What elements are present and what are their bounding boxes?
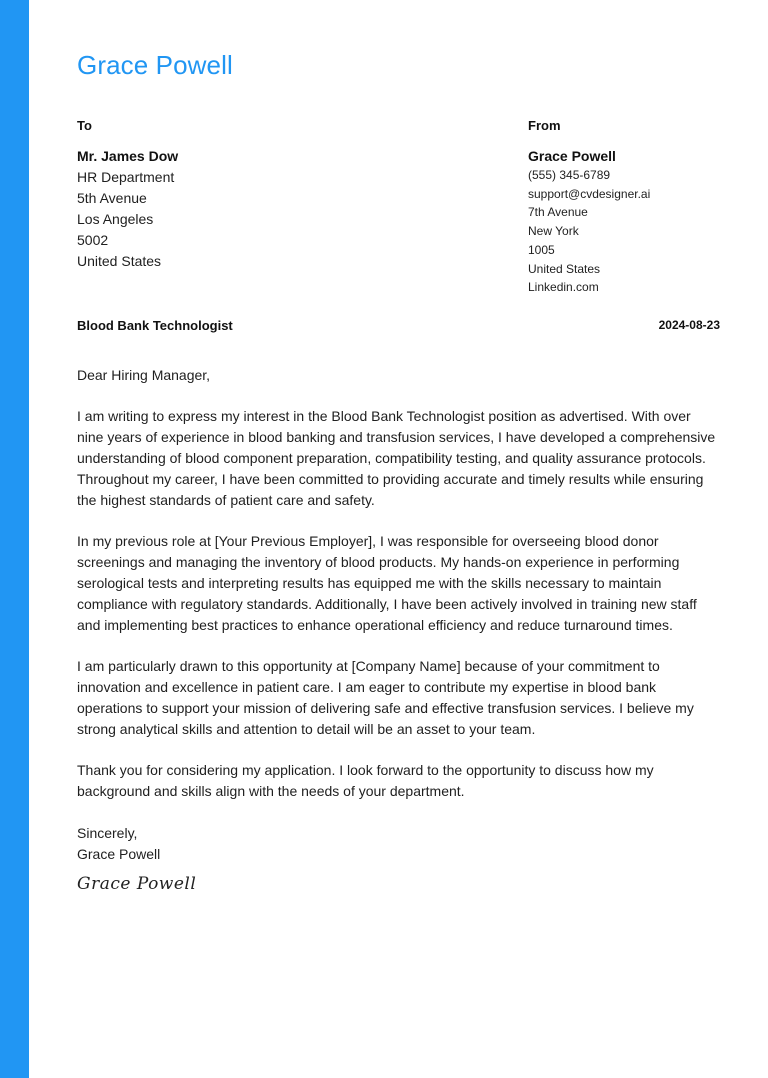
body-paragraph-1: I am writing to express my interest in the Blood Bank Technologist position as advertised. With over nine years of experience in blood banking and transfusion services, I have developed a comprehensive understanding of blood component preparation, compatibility testing, and quality assurance protocols. Throughout my career, I have been committed to providing accurate and timely results while ensuring the highest standards of patient care and safety. — [77, 408, 716, 508]
closing-block — [77, 823, 160, 865]
letter-date: 2024-08-23 — [658, 318, 720, 332]
accent-sidebar-bar — [0, 0, 29, 1078]
sender-name: Grace Powell — [528, 148, 616, 164]
sender-linkedin: Linkedin.com — [528, 280, 599, 295]
body-paragraph-3: I am particularly drawn to this opportunity at [Company Name] because of your commitment to innovation and excellence in patient care. I am eager to contribute my expertise in blood bank operations to support your mission of delivering safe and effective transfusion services. I believe my strong analytical skills and attention to detail will be an asset to your team. — [77, 658, 694, 737]
sender-zip: 1005 — [528, 242, 555, 257]
sender-label: From — [528, 118, 561, 133]
sender-email: support@cvdesigner.ai — [528, 186, 651, 201]
recipient-zip: 5002 — [77, 232, 109, 248]
sender-city: New York — [528, 224, 579, 239]
body-paragraph-4: Thank you for considering my application. I look forward to the opportunity to discuss how my background and skills align with the needs of your department. — [77, 762, 654, 799]
sender-country: United States — [528, 261, 601, 276]
cover-letter-page — [77, 0, 720, 1078]
handwritten-signature: Grace Powell — [77, 874, 197, 894]
sender-street: 7th Avenue — [528, 205, 588, 220]
letter-body — [77, 365, 720, 822]
sender-phone: (555) 345-6789 — [528, 168, 611, 182]
closing-phrase: Sincerely, — [77, 825, 138, 841]
recipient-label: To — [77, 118, 92, 133]
recipient-address-block — [77, 146, 178, 272]
applicant-name-heading: Grace Powell — [77, 50, 233, 80]
recipient-name: Mr. James Dow — [77, 148, 179, 164]
recipient-department: HR Department — [77, 169, 175, 185]
salutation: Dear Hiring Manager, — [77, 367, 211, 383]
recipient-street: 5th Avenue — [77, 190, 147, 206]
sender-address-block — [528, 146, 650, 297]
body-paragraph-2: In my previous role at [Your Previous Employer], I was responsible for overseeing blood donor screenings and managing the inventory of blood products. My hands-on experience in performing serological tests and interpreting results has equipped me with the skills necessary to maintain compliance with regulatory standards. Additionally, I have been actively involved in training new staff and implementing best practices to enhance operational efficiency and reduce turnaround times. — [77, 533, 697, 633]
position-title: Blood Bank Technologist — [77, 318, 233, 333]
recipient-country: United States — [77, 253, 162, 269]
recipient-city: Los Angeles — [77, 211, 154, 227]
closing-name: Grace Powell — [77, 846, 161, 862]
